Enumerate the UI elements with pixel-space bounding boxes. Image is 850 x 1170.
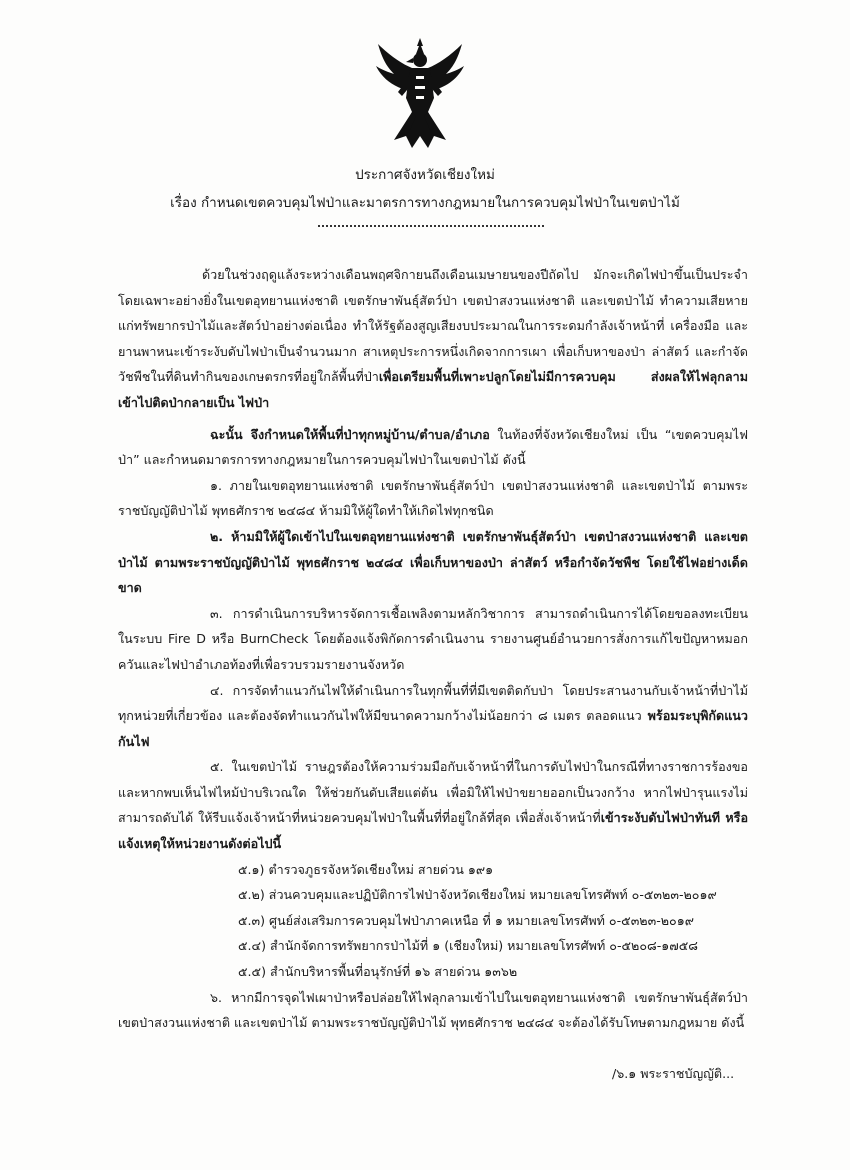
item-5 — [118, 754, 748, 856]
item-5-text: ๕. ในเขตป่าไม้ ราษฎรต้องให้ความร่วมมือกับเจ้าหน้าที่ในการดับไฟป่าในกรณีที่ทางราชการร้องขอ และหากพบเห็นไฟไหม้ป่าบริเวณใด ให้ช่วยกันดับเสียแต่ต้น เพื่อมิให้ไฟป่าขยายออกเป็นวงกว้าง หากไฟป่ารุนแรงไม่สามารถดับได้ ให้รีบแจ้งเจ้าหน้าที่หน่วยควบคุมไฟป่าในพื้นที่ที่อยู่ใกล้ที่สุด เพื่อสั่งเจ้าหน้าที่ — [118, 759, 748, 826]
item-4-bold-text: พร้อมระบุพิกัดแนวกันไฟ — [118, 708, 748, 749]
decree-paragraph — [118, 422, 748, 473]
decree-bold-text: ฉะนั้น จึงกำหนดให้พื้นที่ป่าทุกหมู่บ้าน/ตำบล/อำเภอ — [210, 426, 490, 442]
dotted-divider — [318, 225, 544, 227]
subitem-5-4: ๕.๔) สำนักจัดการทรัพยากรป่าไม้ที่ ๑ (เชียงใหม่) หมายเลขโทรศัพท์ ๐-๕๒๐๘-๑๗๕๘ — [238, 938, 699, 954]
item-4 — [118, 678, 748, 755]
document-body — [118, 262, 748, 1036]
subitem-5-1: ๕.๑) ตำรวจภูธรจังหวัดเชียงใหม่ สายด่วน ๑๙๑ — [238, 861, 494, 877]
intro-paragraph — [118, 262, 748, 416]
item-5-bold-text: เข้าระงับดับไฟป่าทันที หรือแจ้งเหตุให้หน่วยงานดังต่อไปนี้ — [118, 810, 749, 852]
announcement-title: ประกาศจังหวัดเชียงใหม่ — [355, 167, 495, 183]
intro-text: ด้วยในช่วงฤดูแล้งระหว่างเดือนพฤศจิกายนถึงเดือนเมษายนของปีถัดไป มักจะเกิดไฟป่าขึ้นเป็นประจำ โดยเฉพาะอย่างยิ่งในเขตอุทยานแห่งชาติ เขตรักษาพันธุ์สัตว์ป่า เขตป่าสงวนแห่งชาติ และเขตป่าไม้ ทำความเสียหายแก่ทรัพยากรป่าไม้และสัตว์ป่าอย่างต่อเนื่อง ทำให้รัฐต้องสูญเสียงบประมาณในการระดมกำลังเจ้าหน้าที่ เครื่องมือ และยานพาหนะเข้าระงับดับไฟป่าเป็นจำนวนมาก สาเหตุประการหนึ่งเกิดจากการเผา เพื่อเก็บหาของป่า ล่าสัตว์ และกำจัดวัชพืชในที่ดินทำกินของเกษตรกรที่อยู่ใกล้พื้นที่ป่า — [118, 267, 748, 385]
item-2: ๒. ห้ามมิให้ผู้ใดเข้าไปในเขตอุทยานแห่งชาติ เขตรักษาพันธุ์สัตว์ป่า เขตป่าสงวนแห่งชาติ และเขตป่าไม้ ตามพระราชบัญญัติป่าไม้ พุทธศักราช ๒๔๘๔ เพื่อเก็บหาของป่า ล่าสัตว์ หรือกำจัดวัชพืช โดยใช้ไฟอย่างเด็ดขาด — [118, 528, 748, 596]
item-1: ๑. ภายในเขตอุทยานแห่งชาติ เขตรักษาพันธุ์สัตว์ป่า เขตป่าสงวนแห่งชาติ และเขตป่าไม้ ตามพระราชบัญญัติป่าไม้ พุทธศักราช ๒๔๘๔ ห้ามมิให้ผู้ใดทำให้เกิดไฟทุกชนิด — [118, 477, 748, 519]
item-3: ๓. การดำเนินการบริหารจัดการเชื้อเพลิงตามหลักวิชาการ สามารถดำเนินการได้โดยขอลงทะเบียนในระบบ Fire D หรือ BurnCheck โดยต้องแจ้งพิกัดการดำเนินงาน รายงานศูนย์อำนวยการสั่งการแก้ไขปัญหาหมอกควันและไฟป่าอำเภอท้องที่เพื่อรวบรวมรายงานจังหวัด — [118, 605, 748, 672]
decree-text: ในท้องที่จังหวัดเชียงใหม่ เป็น “เขตควบคุมไฟป่า” และกำหนดมาตรการทางกฎหมายในการควบคุมไฟป่าในเขตป่าไม้ ดังนี้ — [118, 426, 748, 468]
announcement-subject: เรื่อง กำหนดเขตควบคุมไฟป่าและมาตรการทางกฎหมายในการควบคุมไฟป่าในเขตป่าไม้ — [170, 195, 680, 211]
continuation-note: /๖.๑ พระราชบัญญัติ... — [612, 1066, 735, 1081]
item-6: ๖. หากมีการจุดไฟเผาป่าหรือปล่อยให้ไฟลุกลามเข้าไปในเขตอุทยานแห่งชาติ เขตรักษาพันธุ์สัตว์ป่า เขตป่าสงวนแห่งชาติ และเขตป่าไม้ ตามพระราชบัญญัติป่าไม้ พุทธศักราช ๒๔๘๔ จะต้องได้รับโทษตามกฎหมาย ดังนี้ — [118, 989, 748, 1031]
item-4-text: ๔. การจัดทำแนวกันไฟให้ดำเนินการในทุกพื้นที่ที่มีเขตติดกับป่า โดยประสานงานกับเจ้าหน้าที่ป่าไม้ทุกหน่วยที่เกี่ยวข้อง และต้องจัดทำแนวกันไฟให้มีขนาดความกว้างไม่น้อยกว่า ๘ เมตร ตลอดแนว — [118, 682, 748, 724]
subitem-5-2: ๕.๒) ส่วนควบคุมและปฏิบัติการไฟป่าจังหวัดเชียงใหม่ หมายเลขโทรศัพท์ ๐-๕๓๒๓-๒๐๑๙ — [238, 887, 717, 903]
intro-bold-text: เพื่อเตรียมพื้นที่เพาะปลูกโดยไม่มีการควบคุม ส่งผลให้ไฟลุกลามเข้าไปติดป่ากลายเป็น ไฟป่า — [118, 369, 748, 410]
garuda-emblem-icon — [372, 36, 468, 154]
subitem-5-5: ๕.๕) สำนักบริหารพื้นที่อนุรักษ์ที่ ๑๖ สายด่วน ๑๓๖๒ — [238, 964, 518, 980]
subitem-5-3: ๕.๓) ศูนย์ส่งเสริมการควบคุมไฟป่าภาคเหนือ ที่ ๑ หมายเลขโทรศัพท์ ๐-๕๓๒๓-๒๐๑๙ — [238, 912, 694, 928]
